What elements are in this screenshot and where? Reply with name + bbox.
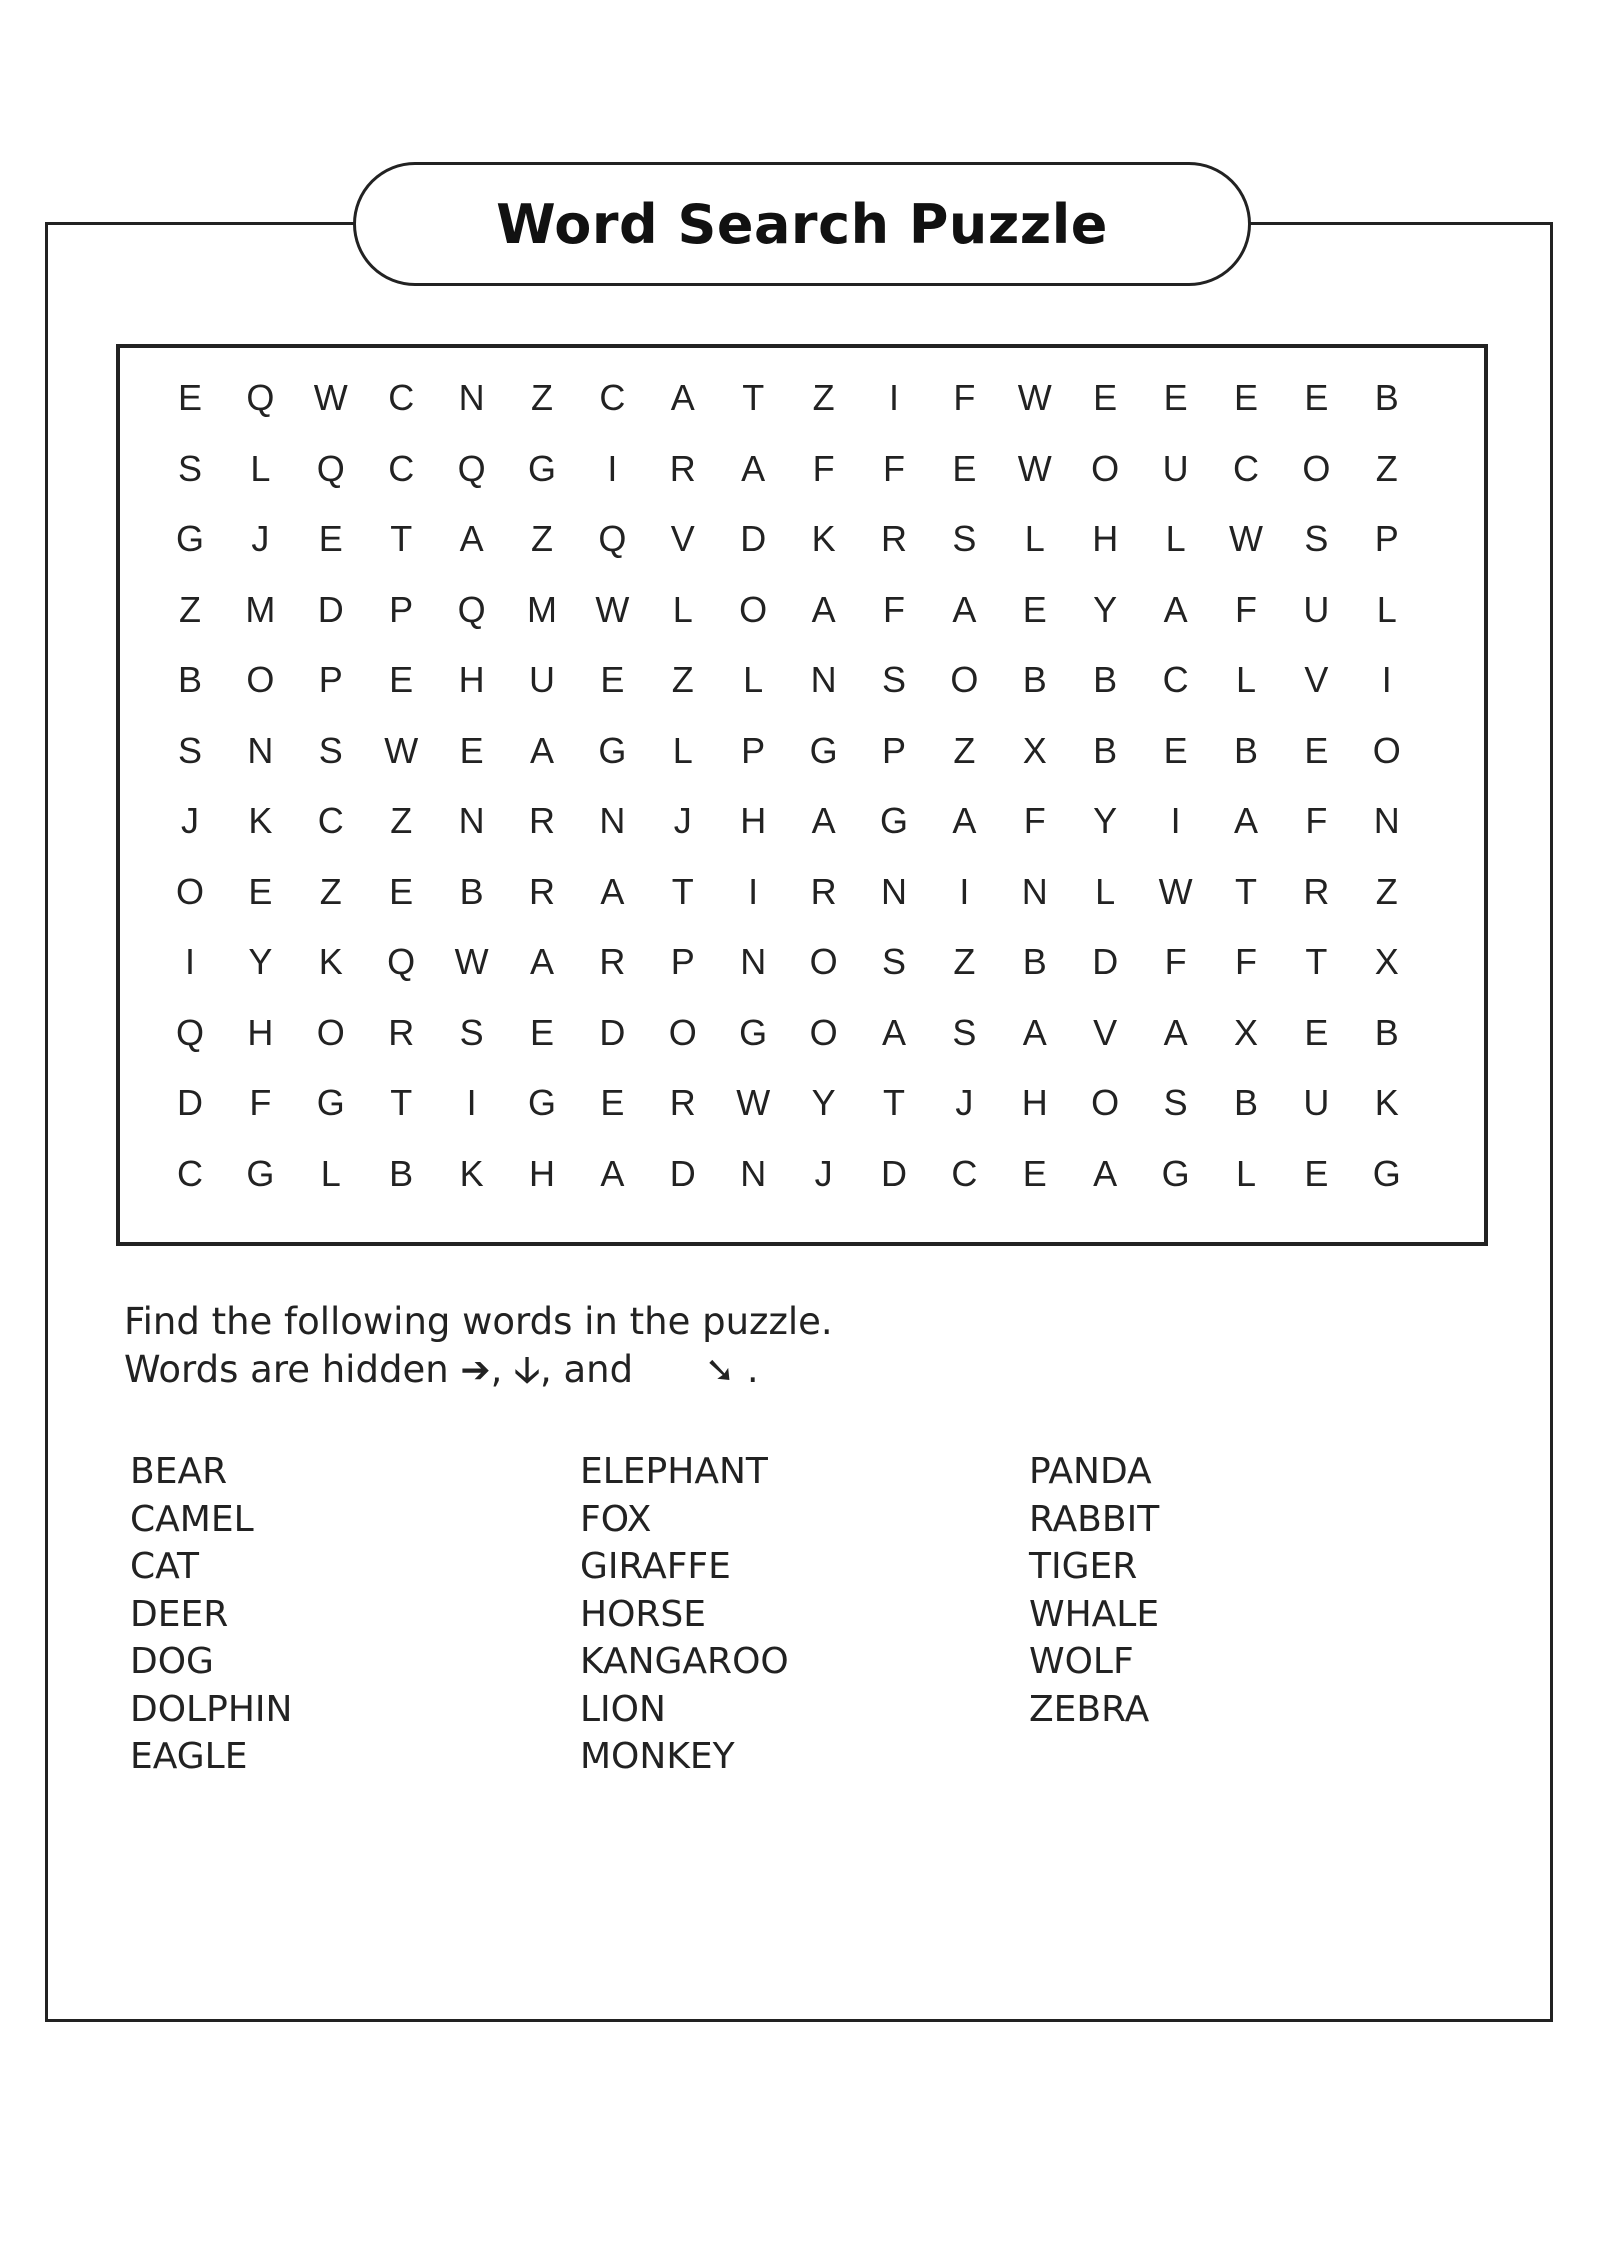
grid-letter[interactable]: E	[389, 659, 414, 700]
grid-letter[interactable]: L	[1024, 518, 1045, 559]
grid-letter[interactable]: N	[247, 729, 274, 771]
grid-letter[interactable]: O	[809, 1011, 838, 1053]
grid-letter[interactable]: E	[1163, 377, 1188, 418]
grid-letter[interactable]: S	[952, 518, 977, 559]
grid-letter[interactable]: T	[390, 518, 413, 559]
grid-letter[interactable]: D	[1092, 941, 1119, 982]
grid-letter[interactable]: K	[1374, 1082, 1399, 1123]
grid-letter[interactable]: T	[1305, 941, 1328, 982]
word-list-item: GIRAFFE	[580, 1546, 731, 1587]
grid-letter[interactable]: F	[1235, 588, 1257, 630]
grid-letter[interactable]: R	[529, 800, 555, 841]
grid-letter[interactable]: W	[454, 941, 489, 982]
grid-row	[120, 927, 1484, 997]
grid-letter[interactable]: R	[1303, 870, 1330, 912]
grid-row	[120, 504, 1484, 574]
grid-letter[interactable]: L	[250, 447, 271, 489]
grid-letter[interactable]: M	[245, 588, 276, 630]
grid-letter[interactable]: L	[672, 729, 693, 771]
grid-letter[interactable]: A	[1022, 1011, 1047, 1053]
grid-letter[interactable]: Z	[1375, 870, 1398, 912]
grid-letter[interactable]: R	[881, 518, 907, 559]
word-list-item: DEER	[130, 1593, 229, 1635]
grid-letter[interactable]: U	[1303, 1082, 1330, 1123]
grid-letter[interactable]: P	[1374, 518, 1399, 559]
grid-letter[interactable]: G	[739, 1011, 768, 1053]
grid-letter[interactable]: F	[1164, 941, 1187, 982]
word-list-item: MONKEY	[580, 1736, 735, 1777]
grid-letter[interactable]: A	[741, 447, 766, 489]
grid-letter[interactable]: Q	[246, 377, 275, 418]
grid-letter[interactable]: H	[1021, 1082, 1048, 1123]
grid-letter[interactable]: Z	[671, 659, 694, 700]
grid-letter[interactable]: S	[1163, 1082, 1188, 1123]
grid-letter[interactable]: V	[670, 518, 695, 559]
word-list-item: CAMEL	[130, 1498, 254, 1540]
grid-letter[interactable]: D	[881, 1152, 907, 1194]
grid-letter[interactable]: Z	[179, 588, 201, 630]
grid-letter[interactable]: A	[1093, 1152, 1118, 1194]
grid-letter[interactable]: A	[459, 518, 484, 559]
grid-letter[interactable]: A	[600, 1152, 625, 1194]
grid-letter[interactable]: D	[317, 588, 344, 630]
grid-letter[interactable]: F	[953, 377, 976, 418]
grid-letter[interactable]: E	[1233, 377, 1258, 418]
grid-row	[120, 363, 1484, 433]
grid-letter[interactable]: L	[1095, 870, 1116, 912]
word-list-item: HORSE	[580, 1593, 707, 1635]
arrow-down-icon: 🡣	[514, 1350, 540, 1391]
grid-letter[interactable]: Q	[387, 941, 416, 982]
grid-row	[120, 1139, 1484, 1209]
word-list-column-1	[130, 1448, 292, 1781]
grid-letter[interactable]: A	[811, 588, 836, 630]
title-banner	[353, 162, 1251, 286]
grid-letter[interactable]: Q	[457, 447, 486, 489]
grid-letter[interactable]: E	[459, 729, 484, 771]
grid-letter[interactable]: Y	[1093, 800, 1118, 841]
grid-letter[interactable]: I	[466, 1082, 477, 1123]
grid-letter[interactable]: C	[1162, 659, 1189, 700]
word-list-item: EAGLE	[130, 1736, 248, 1777]
grid-letter[interactable]: E	[1163, 729, 1188, 771]
grid-letter[interactable]: A	[811, 800, 836, 841]
grid-letter[interactable]: C	[388, 377, 415, 418]
word-list-item: BEAR	[130, 1451, 228, 1492]
grid-letter[interactable]: R	[669, 1082, 696, 1123]
grid-letter[interactable]: C	[388, 447, 415, 489]
grid-letter[interactable]: S	[177, 447, 202, 489]
grid-letter[interactable]: F	[249, 1082, 272, 1123]
grid-letter[interactable]: S	[881, 941, 906, 982]
word-list-column-3	[1029, 1448, 1159, 1733]
grid-row	[120, 575, 1484, 645]
grid-letter[interactable]: C	[599, 377, 626, 418]
grid-letter[interactable]: O	[175, 870, 204, 912]
grid-letter[interactable]: E	[389, 870, 414, 912]
grid-letter[interactable]: E	[1304, 1152, 1329, 1194]
grid-letter[interactable]: X	[1022, 729, 1047, 771]
grid-letter[interactable]: J	[673, 800, 692, 841]
grid-letter[interactable]: T	[742, 377, 765, 418]
grid-letter[interactable]: R	[669, 447, 696, 489]
grid-letter[interactable]: O	[809, 941, 838, 982]
grid-letter[interactable]: F	[1235, 941, 1257, 982]
grid-letter[interactable]: X	[1374, 941, 1399, 982]
grid-letter[interactable]: B	[1233, 729, 1258, 771]
grid-letter[interactable]: B	[1093, 729, 1118, 771]
grid-letter[interactable]: X	[1233, 1011, 1258, 1053]
grid-letter[interactable]: G	[1161, 1152, 1190, 1194]
grid-letter[interactable]: B	[177, 659, 202, 700]
grid-letter[interactable]: E	[1304, 1011, 1329, 1053]
grid-letter[interactable]: E	[529, 1011, 554, 1053]
grid-letter[interactable]: G	[316, 1082, 345, 1123]
grid-letter[interactable]: H	[529, 1152, 555, 1194]
grid-letter[interactable]: R	[529, 870, 555, 912]
grid-letter[interactable]: I	[607, 447, 618, 489]
grid-letter[interactable]: O	[1091, 1082, 1120, 1123]
instructions-line-2	[124, 1346, 833, 1395]
grid-letter[interactable]: I	[748, 870, 759, 912]
word-list-item: ELEPHANT	[580, 1451, 768, 1492]
grid-row	[120, 716, 1484, 786]
grid-letter[interactable]: N	[458, 800, 485, 841]
grid-letter[interactable]: G	[175, 518, 204, 559]
grid-letter[interactable]: R	[810, 870, 837, 912]
grid-letter[interactable]: V	[1304, 659, 1329, 700]
grid-letter[interactable]: O	[1372, 729, 1401, 771]
grid-letter[interactable]: T	[671, 870, 694, 912]
grid-letter[interactable]: Q	[598, 518, 627, 559]
grid-letter[interactable]: Q	[175, 1011, 204, 1053]
grid-letter[interactable]: Z	[531, 518, 553, 559]
grid-letter[interactable]: Z	[1375, 447, 1398, 489]
instructions	[124, 1298, 833, 1395]
word-list-item: KANGAROO	[580, 1641, 789, 1682]
grid-letter[interactable]: G	[879, 800, 908, 841]
grid-letter[interactable]: F	[883, 447, 905, 489]
instructions-separator-and: , and	[539, 1348, 634, 1391]
grid-letter[interactable]: W	[1017, 377, 1052, 418]
grid-letter[interactable]: C	[1233, 447, 1259, 489]
grid-letter[interactable]: W	[1017, 447, 1052, 489]
grid-letter[interactable]: T	[1235, 870, 1257, 912]
grid-letter[interactable]: D	[669, 1152, 696, 1194]
grid-letter[interactable]: H	[458, 659, 485, 700]
grid-letter[interactable]: O	[950, 659, 979, 700]
grid-letter[interactable]: O	[1302, 447, 1331, 489]
instructions-end: .	[746, 1348, 759, 1391]
grid-letter[interactable]: E	[952, 447, 977, 489]
grid-letter[interactable]: K	[811, 518, 836, 559]
grid-letter[interactable]: W	[384, 729, 419, 771]
grid-row	[120, 998, 1484, 1068]
grid-letter[interactable]: Q	[457, 588, 486, 630]
letter-grid	[120, 348, 1484, 1242]
grid-letter[interactable]: A	[670, 377, 695, 418]
grid-letter[interactable]: B	[1022, 659, 1047, 700]
grid-letter[interactable]: K	[248, 800, 273, 841]
grid-letter[interactable]: D	[177, 1082, 203, 1123]
grid-letter[interactable]: F	[812, 447, 835, 489]
grid-letter[interactable]: B	[1233, 1082, 1258, 1123]
grid-letter[interactable]: F	[1023, 800, 1046, 841]
grid-letter[interactable]: D	[599, 1011, 626, 1053]
grid-letter[interactable]: L	[1235, 1152, 1257, 1194]
grid-letter[interactable]: E	[1022, 1152, 1047, 1194]
grid-letter[interactable]: Z	[953, 941, 976, 982]
grid-letter[interactable]: I	[1170, 800, 1181, 841]
grid-letter[interactable]: O	[668, 1011, 697, 1053]
grid-letter[interactable]: H	[247, 1011, 274, 1053]
grid-letter[interactable]: F	[883, 588, 905, 630]
instructions-separator: ,	[490, 1348, 503, 1391]
grid-row	[120, 857, 1484, 927]
grid-letter[interactable]: B	[1374, 1011, 1399, 1053]
grid-letter[interactable]: W	[1158, 870, 1193, 912]
grid-letter[interactable]: N	[1021, 870, 1048, 912]
grid-row	[120, 786, 1484, 856]
arrow-right-icon: ➔	[460, 1350, 491, 1391]
grid-letter[interactable]: G	[598, 729, 627, 771]
grid-letter[interactable]: A	[1233, 800, 1258, 841]
grid-letter[interactable]: G	[246, 1152, 275, 1194]
grid-letter[interactable]: N	[1373, 800, 1400, 841]
grid-letter[interactable]: E	[177, 377, 202, 418]
grid-letter[interactable]: S	[318, 729, 343, 771]
grid-letter[interactable]: F	[1305, 800, 1328, 841]
grid-letter[interactable]: Z	[531, 377, 553, 418]
grid-letter[interactable]: C	[177, 1152, 203, 1194]
grid-letter[interactable]: L	[320, 1152, 341, 1194]
grid-letter[interactable]: N	[740, 941, 767, 982]
grid-letter[interactable]: N	[599, 800, 626, 841]
grid-letter[interactable]: T	[390, 1082, 413, 1123]
grid-letter[interactable]: G	[527, 1082, 556, 1123]
grid-letter[interactable]: N	[740, 1152, 767, 1194]
arrow-diagonal-icon: ➘	[704, 1350, 736, 1391]
grid-letter[interactable]: P	[389, 588, 414, 630]
grid-letter[interactable]: E	[1022, 588, 1047, 630]
grid-letter[interactable]: S	[952, 1011, 977, 1053]
grid-letter[interactable]: J	[955, 1082, 974, 1123]
grid-letter[interactable]: H	[1092, 518, 1119, 559]
grid-letter[interactable]: A	[881, 1011, 906, 1053]
word-list-item: TIGER	[1029, 1546, 1138, 1587]
word-list-item: PANDA	[1029, 1451, 1152, 1492]
grid-letter[interactable]: I	[888, 377, 899, 418]
instructions-line-1: Find the following words in the puzzle.	[124, 1300, 833, 1343]
grid-letter[interactable]: A	[529, 729, 554, 771]
grid-letter[interactable]: Y	[811, 1082, 836, 1123]
grid-letter[interactable]: L	[743, 659, 764, 700]
grid-letter[interactable]: Z	[390, 800, 413, 841]
grid-letter[interactable]: A	[952, 800, 977, 841]
grid-letter[interactable]: J	[251, 518, 270, 559]
grid-letter[interactable]: Q	[316, 447, 345, 489]
word-list-item: DOG	[130, 1641, 214, 1682]
grid-letter[interactable]: S	[1304, 518, 1329, 559]
grid-letter[interactable]: D	[740, 518, 767, 559]
grid-letter[interactable]: Z	[953, 729, 976, 771]
grid-letter[interactable]: E	[600, 659, 625, 700]
grid-letter[interactable]: I	[959, 870, 970, 912]
grid-row	[120, 1068, 1484, 1138]
grid-letter[interactable]: W	[736, 1082, 771, 1123]
grid-letter[interactable]: U	[1303, 588, 1330, 630]
grid-letter[interactable]: J	[181, 800, 199, 841]
grid-letter[interactable]: O	[316, 1011, 345, 1053]
grid-letter[interactable]: E	[600, 1082, 625, 1123]
grid-letter[interactable]: R	[599, 941, 626, 982]
letter-grid-box	[116, 344, 1488, 1246]
grid-letter[interactable]: A	[1163, 588, 1188, 630]
grid-letter[interactable]: Z	[319, 870, 342, 912]
grid-letter[interactable]: M	[527, 588, 557, 630]
grid-letter[interactable]: E	[1304, 377, 1329, 418]
grid-letter[interactable]: E	[1093, 377, 1118, 418]
word-list-item: WOLF	[1029, 1641, 1134, 1682]
grid-letter[interactable]: P	[318, 659, 343, 700]
page-title: Word Search Puzzle	[496, 192, 1108, 256]
grid-letter[interactable]: P	[670, 941, 695, 982]
grid-letter[interactable]: G	[809, 729, 838, 771]
grid-letter[interactable]: L	[1235, 659, 1257, 700]
grid-letter[interactable]: O	[739, 588, 768, 630]
grid-letter[interactable]: B	[389, 1152, 414, 1194]
grid-letter[interactable]: G	[527, 447, 556, 489]
grid-letter[interactable]: R	[388, 1011, 415, 1053]
word-list-item: ZEBRA	[1029, 1688, 1150, 1730]
word-list-item: WHALE	[1029, 1593, 1160, 1635]
grid-letter[interactable]: U	[1162, 447, 1189, 489]
grid-letter[interactable]: P	[741, 729, 766, 771]
grid-letter[interactable]: S	[459, 1011, 484, 1053]
grid-letter[interactable]: L	[672, 588, 693, 630]
grid-letter[interactable]: L	[1165, 518, 1186, 559]
grid-letter[interactable]: C	[951, 1152, 978, 1194]
grid-letter[interactable]: B	[1093, 659, 1118, 700]
grid-letter[interactable]: E	[1304, 729, 1329, 771]
grid-letter[interactable]: P	[881, 729, 906, 771]
grid-letter[interactable]: S	[177, 729, 202, 771]
grid-row	[120, 645, 1484, 715]
grid-letter[interactable]: U	[529, 659, 555, 700]
word-list-item: LION	[580, 1688, 666, 1730]
word-list-item: FOX	[580, 1498, 652, 1540]
word-list-item: RABBIT	[1029, 1498, 1160, 1540]
grid-letter[interactable]: I	[184, 941, 195, 982]
grid-letter[interactable]: E	[318, 518, 343, 559]
grid-letter[interactable]: K	[459, 1152, 484, 1194]
grid-letter[interactable]: W	[595, 588, 630, 630]
grid-letter[interactable]: S	[881, 659, 906, 700]
grid-letter[interactable]: T	[883, 1082, 905, 1123]
grid-letter[interactable]: A	[952, 588, 977, 630]
grid-letter[interactable]: W	[1229, 518, 1263, 559]
grid-letter[interactable]: N	[881, 870, 907, 912]
word-list-column-2	[580, 1448, 789, 1781]
grid-letter[interactable]: N	[810, 659, 837, 700]
grid-letter[interactable]: Y	[1093, 588, 1118, 630]
grid-letter[interactable]: A	[529, 941, 554, 982]
grid-letter[interactable]: I	[1381, 659, 1392, 700]
grid-letter[interactable]: Z	[812, 377, 835, 418]
grid-letter[interactable]: E	[248, 870, 273, 912]
grid-letter[interactable]: J	[814, 1152, 833, 1194]
grid-letter[interactable]: K	[318, 941, 343, 982]
instructions-prefix: Words are hidden	[124, 1348, 449, 1391]
grid-row	[120, 434, 1484, 504]
grid-letter[interactable]: V	[1093, 1011, 1118, 1053]
grid-letter[interactable]: G	[1372, 1152, 1401, 1194]
grid-letter[interactable]: H	[740, 800, 767, 841]
grid-letter[interactable]: Y	[248, 941, 273, 982]
grid-letter[interactable]: O	[246, 659, 275, 700]
grid-letter[interactable]: A	[600, 870, 625, 912]
grid-letter[interactable]: N	[458, 377, 485, 418]
grid-letter[interactable]: B	[1374, 377, 1399, 418]
grid-letter[interactable]: L	[1376, 588, 1397, 630]
grid-letter[interactable]: C	[317, 800, 344, 841]
grid-letter[interactable]: W	[313, 377, 348, 418]
word-list-item: CAT	[130, 1546, 199, 1587]
grid-letter[interactable]: B	[1022, 941, 1047, 982]
grid-letter[interactable]: A	[1163, 1011, 1188, 1053]
grid-letter[interactable]: B	[459, 870, 484, 912]
grid-letter[interactable]: O	[1091, 447, 1120, 489]
word-list-item: DOLPHIN	[130, 1688, 293, 1730]
